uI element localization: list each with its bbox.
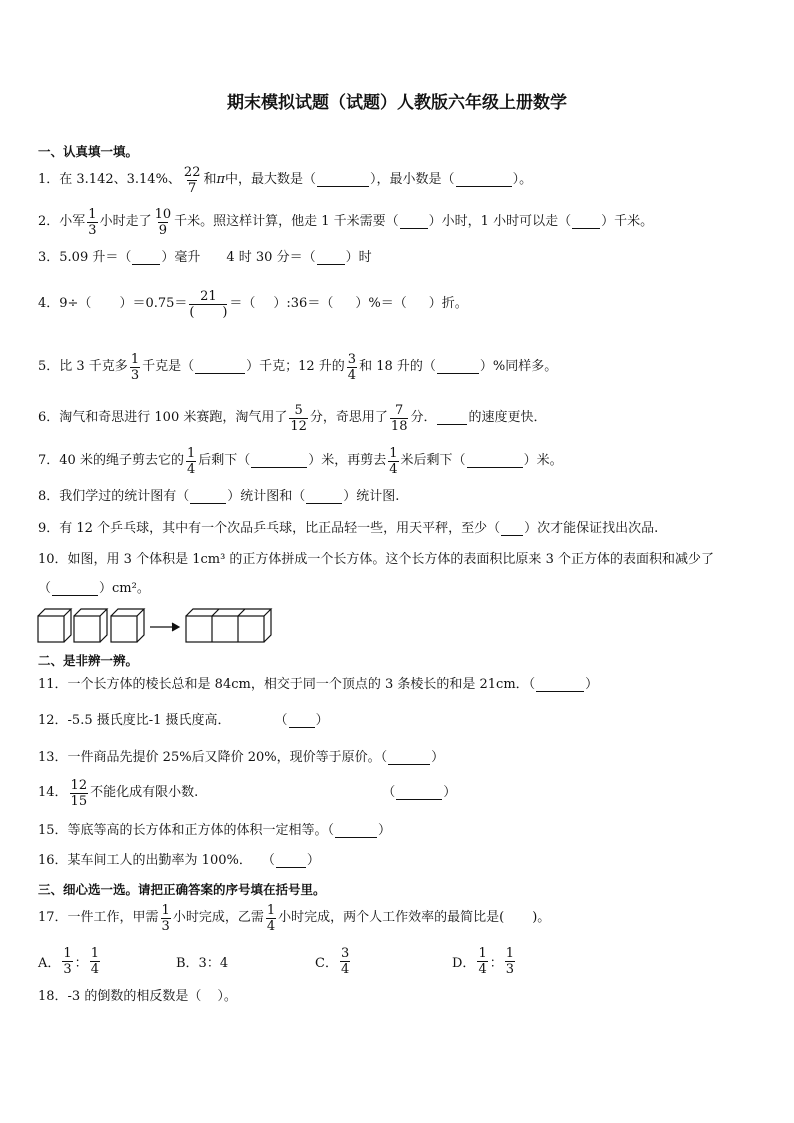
question-11: 11．一个长方体的棱长总和是 84cm，相交于同一个顶点的 3 条棱长的和是 21cm．（ ） bbox=[38, 677, 599, 692]
answer-blank[interactable] bbox=[190, 490, 226, 504]
answer-blank[interactable] bbox=[52, 582, 98, 596]
fraction: 1 4 bbox=[266, 902, 276, 934]
answer-blank[interactable] bbox=[501, 522, 523, 536]
fraction: 1 3 bbox=[130, 351, 140, 383]
fraction: 12 15 bbox=[70, 777, 88, 809]
fraction: 10 9 bbox=[154, 206, 172, 238]
answer-blank[interactable] bbox=[132, 251, 160, 265]
fraction: 1 3 bbox=[63, 945, 72, 977]
question-12: 12．-5.5 摄氏度比-1 摄氏度高． （ ） bbox=[38, 713, 329, 728]
answer-blank[interactable] bbox=[276, 854, 306, 868]
question-15: 15．等底等高的长方体和正方体的体积一定相等。（ ） bbox=[38, 823, 392, 838]
cuboid bbox=[186, 609, 271, 642]
fraction: 5 12 bbox=[290, 402, 307, 434]
answer-blank[interactable] bbox=[396, 786, 442, 800]
section-heading-3: 三、细心选一选。请把正确答案的序号填在括号里。 bbox=[38, 882, 326, 897]
fraction: 21 ( ) bbox=[189, 288, 228, 320]
fraction: 1 4 bbox=[389, 445, 398, 477]
answer-blank[interactable] bbox=[195, 360, 245, 374]
answer-blank[interactable] bbox=[437, 411, 467, 425]
question-16: 16．某车间工人的出勤率为 100%． （ ） bbox=[38, 853, 320, 868]
cube-2 bbox=[74, 609, 107, 642]
fraction: 22 7 bbox=[183, 164, 201, 196]
fraction: 1 3 bbox=[505, 945, 515, 977]
cubes-figure bbox=[36, 604, 276, 646]
cube-3 bbox=[111, 609, 144, 642]
answer-blank[interactable] bbox=[289, 714, 315, 728]
fraction: 1 4 bbox=[186, 445, 196, 477]
question-6: 6．淘气和奇思进行 100 米赛跑，淘气用了 5 12 分，奇思用了 7 18 分． 的速度更快． bbox=[38, 402, 547, 434]
page-title: 期末模拟试题（试题）人教版六年级上册数学 bbox=[227, 93, 567, 113]
answer-blank[interactable] bbox=[388, 751, 430, 765]
answer-blank[interactable] bbox=[572, 215, 600, 229]
choice-c[interactable]: C． 3 4 bbox=[315, 945, 350, 977]
question-10: 10．如图，用 3 个体积是 1cm³ 的正方体拼成一个长方体。这个长方体的表面积比原来 3 个正方体的表面积和减少了 bbox=[38, 552, 714, 567]
fraction: 1 3 bbox=[161, 902, 170, 934]
answer-blank[interactable] bbox=[335, 824, 377, 838]
question-1: 1．在 3.142、3.14%、 22 7 和 π 中，最大数是（ ），最小数是（ ）。 bbox=[38, 164, 533, 196]
question-9: 9．有 12 个乒乓球，其中有一个次品乒乓球，比正品轻一些，用天平秤，至少（ ）次才能保证找出次品. bbox=[38, 521, 659, 536]
question-8: 8．我们学过的统计图有（ ）统计图和（ ）统计图. bbox=[38, 489, 400, 504]
question-18: 18．-3 的倒数的相反数是（ ）。 bbox=[38, 989, 237, 1004]
answer-blank[interactable] bbox=[456, 173, 512, 187]
section-heading-1: 一、认真填一填。 bbox=[38, 144, 139, 159]
question-5: 5．比 3 千克多 1 3 千克是（ ）千克；12 升的 3 4 和 18 升的（ ）%同样多。 bbox=[38, 351, 558, 383]
cube-1 bbox=[38, 609, 71, 642]
answer-blank[interactable] bbox=[317, 251, 345, 265]
question-14: 14． 12 15 不能化成有限小数. （ ） bbox=[38, 777, 457, 809]
arrow-icon bbox=[150, 623, 179, 631]
answer-blank[interactable] bbox=[437, 360, 479, 374]
fraction: 3 4 bbox=[340, 945, 350, 977]
fraction: 3 4 bbox=[347, 351, 357, 383]
answer-blank[interactable] bbox=[467, 454, 523, 468]
answer-blank[interactable] bbox=[306, 490, 342, 504]
fraction: 1 4 bbox=[478, 945, 487, 977]
question-17: 17．一件工作，甲需 1 3 小时完成，乙需 1 4 小时完成，两个人工作效率的最简比是( )。 bbox=[38, 902, 551, 934]
choice-d[interactable]: D． 1 4 ： 1 3 bbox=[452, 945, 515, 977]
answer-blank[interactable] bbox=[400, 215, 428, 229]
question-10-cont: （ ）cm²。 bbox=[38, 581, 150, 596]
fraction: 1 4 bbox=[90, 945, 99, 977]
fraction: 7 18 bbox=[390, 402, 408, 434]
answer-blank[interactable] bbox=[251, 454, 307, 468]
section-heading-2: 二、是非辨一辨。 bbox=[38, 653, 139, 668]
question-7: 7．40 米的绳子剪去它的 1 4 后剩下（ ）米，再剪去 1 4 米后剩下（ ）米。 bbox=[38, 445, 563, 477]
choice-a[interactable]: A． 1 3 ： 1 4 bbox=[38, 945, 99, 977]
question-4: 4．9÷（ ）＝0.75＝ 21 ( ) ＝（ ）:36＝（ ）%＝（ ）折。 bbox=[38, 288, 468, 320]
fraction: 1 3 bbox=[88, 206, 97, 238]
answer-blank[interactable] bbox=[317, 173, 369, 187]
choice-b[interactable]: B．3：4 bbox=[176, 955, 229, 971]
question-2: 2．小军 1 3 小时走了 10 9 千米。照这样计算，他走 1 千米需要（ ）小时，1 小时可以走（ ）千米。 bbox=[38, 206, 654, 238]
question-13: 13．一件商品先提价 25%后又降价 20%，现价等于原价。（ ） bbox=[38, 750, 445, 765]
answer-blank[interactable] bbox=[536, 678, 584, 692]
question-3: 3．5.09 升＝（ ）毫升 4 时 30 分＝（ ）时 bbox=[38, 250, 372, 265]
